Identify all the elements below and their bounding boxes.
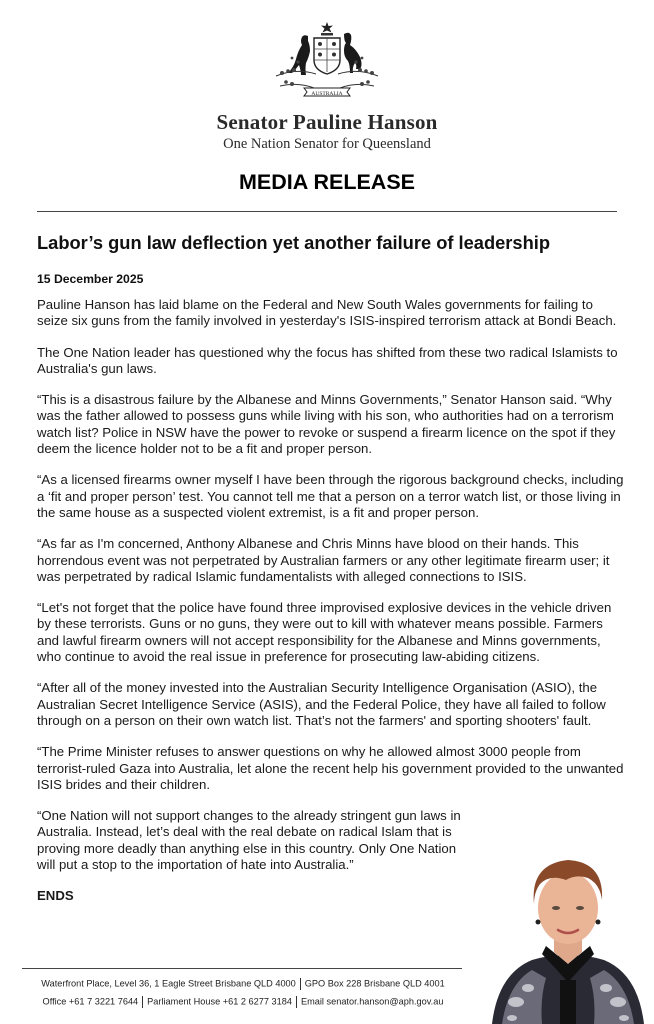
senator-name: Senator Pauline Hanson (216, 110, 438, 134)
svg-text:AUSTRALIA: AUSTRALIA (311, 91, 343, 97)
media-release-title: MEDIA RELEASE (239, 170, 415, 194)
footer-office-phone: Office +61 7 3221 7644 (42, 996, 139, 1007)
article-body (37, 297, 627, 920)
paragraph: “As a licensed firearms owner myself I have been through the rigorous background checks, including a ‘fit and proper person’ test. You cannot tell me that a person on a terror watch list, or those living in the same house as a suspected violent extremist, is a fit and proper person. (37, 472, 624, 520)
footer-address: Waterfront Place, Level 36, 1 Eagle Street Brisbane QLD 4000 (41, 978, 296, 989)
coat-of-arms-icon (268, 20, 386, 106)
paragraph: Pauline Hanson has laid blame on the Federal and New South Wales governments for failing to seize six guns from the family involved in yesterday's ISIS-inspired terrorism attack at Bondi Beach. (37, 297, 617, 329)
ends-marker: ENDS (37, 888, 74, 904)
paragraph: “As far as I'm concerned, Anthony Albanese and Chris Minns have blood on their hands. This horrendous event was not perpetrated by Australian farmers or any other legitimate firearm user; it was perpetrated by radical Islamic fundamentalists with alleged connections to ISIS. (37, 536, 610, 584)
footer-email[interactable]: Email senator.hanson@aph.gov.au (300, 996, 444, 1007)
separator (300, 978, 301, 990)
senator-portrait-image (482, 838, 654, 1024)
footer-po-box: GPO Box 228 Brisbane QLD 4001 (304, 978, 445, 989)
paragraph: The One Nation leader has questioned why the focus has shifted from these two radical Islamists to Australia's gun laws. (37, 344, 618, 376)
article-headline: Labor’s gun law deflection yet another failure of leadership (37, 232, 550, 253)
header-divider (37, 211, 617, 212)
separator (142, 996, 143, 1008)
separator (296, 996, 297, 1008)
footer-contact-line (0, 996, 486, 1008)
release-date: 15 December 2025 (37, 272, 144, 286)
paragraph: “One Nation will not support changes to the already stringent gun laws in Australia. Instead, let’s deal with the real debate on radical Islam that is proving more deadly than anything else in this country. Only One Nation will put a stop to the importation of hate into Australia.” (37, 808, 461, 873)
footer-address-line (0, 978, 486, 990)
paragraph: “After all of the money invested into the Australian Security Intelligence Organisation (ASIO), the Australian Secret Intelligence Service (ASIS), and the Federal Police, they have all failed to follow through on a person on their own watch list. That’s not the farmers' and sporting shooters' fault. (37, 680, 606, 728)
paragraph: “The Prime Minister refuses to answer questions on why he allowed almost 3000 people from terrorist-ruled Gaza into Australia, let alone the recent help his government provided to the unwanted ISIS brides and their children. (37, 744, 624, 792)
senator-subtitle: One Nation Senator for Queensland (223, 136, 431, 152)
paragraph: “This is a disastrous failure by the Albanese and Minns Governments,” Senator Hanson said. “Why was the father allowed to possess guns while living with his son, who authorities had on a terrorism watch list? Police in NSW have the power to revoke or suspend a firearm licence on the spot if they deem the licence holder not to be a fit and proper person. (37, 392, 616, 457)
footer-parliament-phone: Parliament House +61 2 6277 3184 (147, 996, 292, 1007)
footer-divider (22, 968, 462, 969)
paragraph: “Let's not forget that the police have found three improvised explosive devices in the vehicle driven by these terrorists. Guns or no guns, they were out to kill with whatever means possible. Farmers and lawful firearm owners will not accept responsibility for the Albanese and Minns governments, who continue to avoid the real issue in preference for prosecuting law-abiding citizens. (37, 600, 612, 665)
